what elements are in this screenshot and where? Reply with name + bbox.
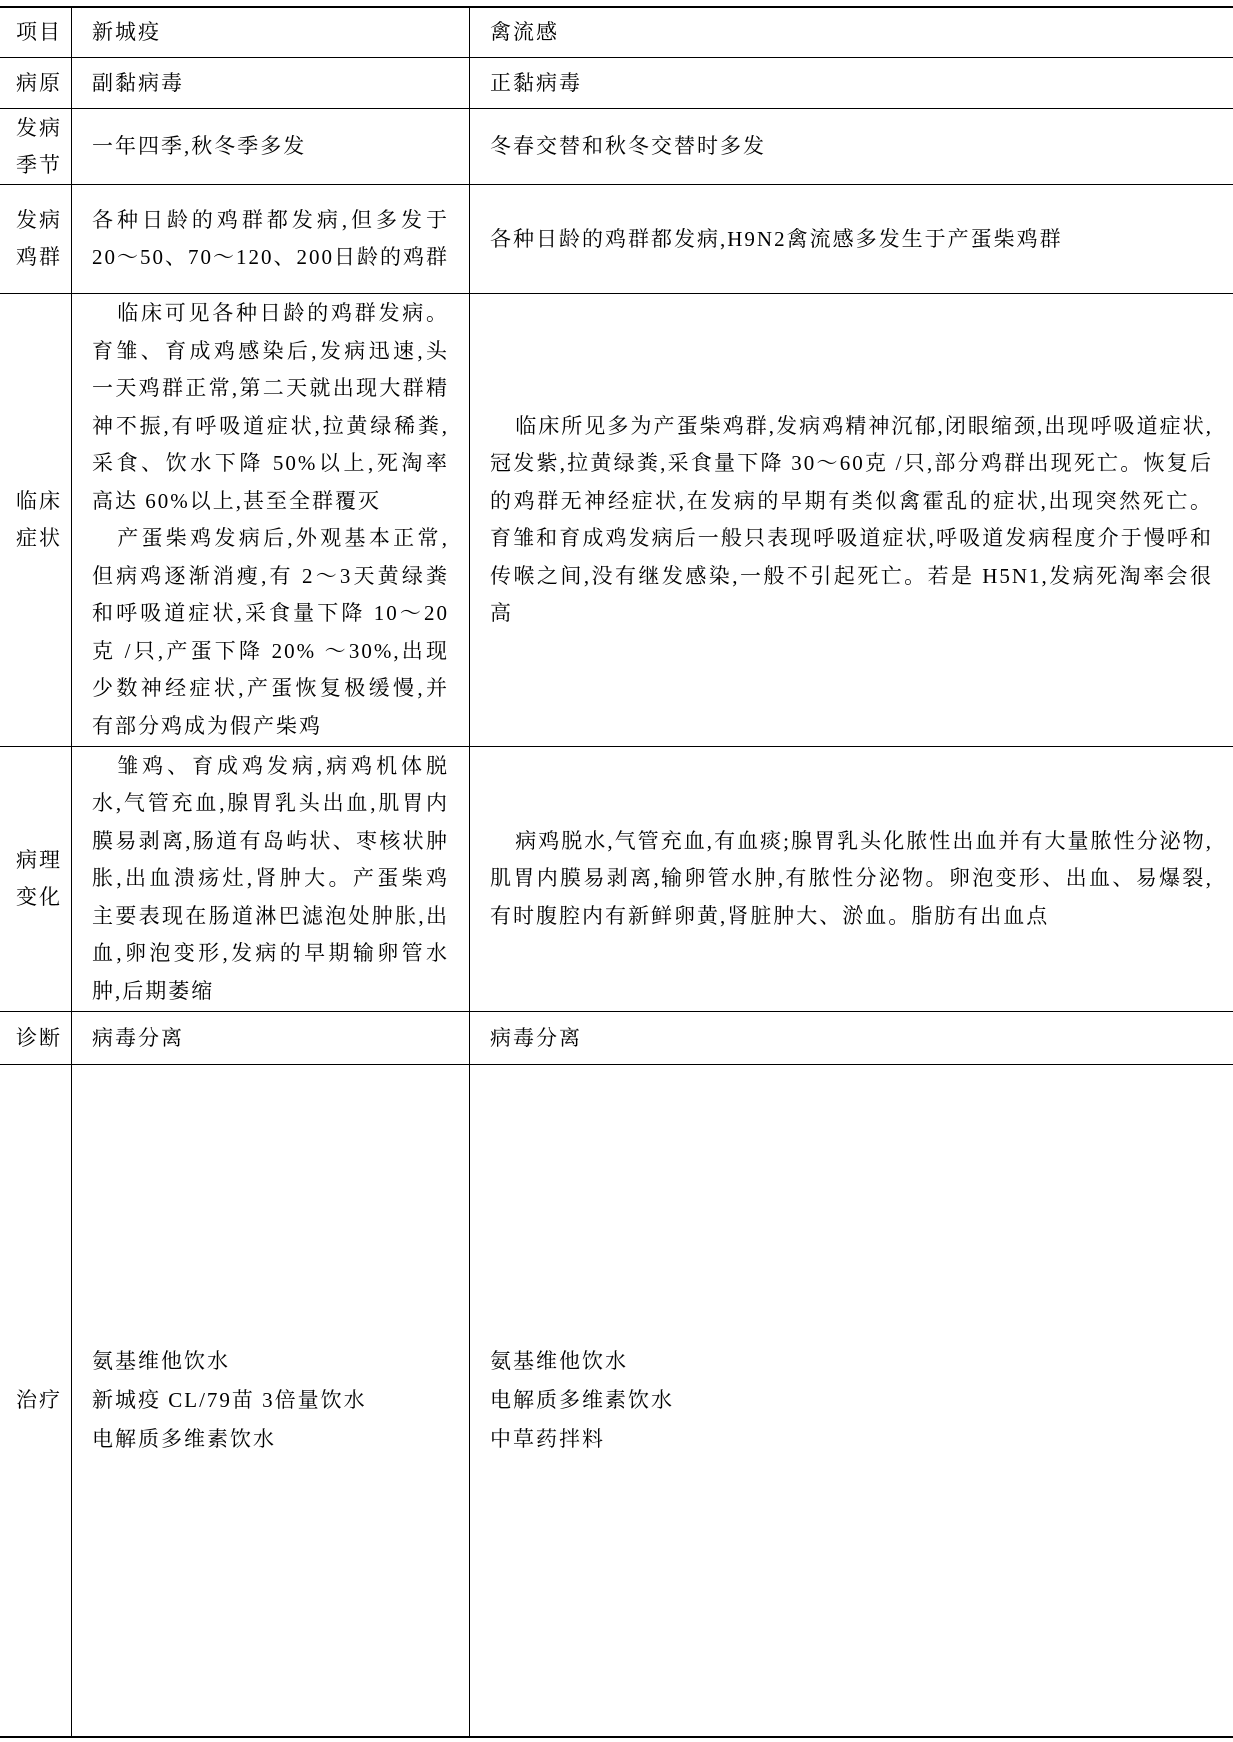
pathology-label-cell [0,747,72,1012]
treatment-row-label: 治疗 [16,1388,62,1412]
pathogen-avianflu-cell [470,58,1233,109]
header-item-cell [0,8,72,58]
diagnosis-avianflu-value: 病毒分离 [490,1025,582,1050]
season-label-cell [0,109,72,185]
treatment-avianflu-item-3: 中草药拌料 [490,1427,605,1451]
diagnosis-newcastle-value: 病毒分离 [92,1025,184,1050]
clinical-label-cell [0,294,72,747]
clinical-newcastle-paragraph-2: 产蛋柴鸡发病后,外观基本正常,但病鸡逐渐消瘦,有 2～3天黄绿粪和呼吸道症状,采食量下降 10～20克 /只,产蛋下降 20% ～30%,出现少数神经症状,产蛋恢复极缓慢,并有部分鸡成为假产柴鸡 [92,526,449,738]
diagnosis-avianflu-cell [470,1012,1233,1065]
pathogen-newcastle-value: 副黏病毒 [92,70,184,95]
flocks-newcastle-cell [72,185,470,294]
header-avianflu-cell [470,8,1233,58]
treatment-avianflu-item-2: 电解质多维素饮水 [490,1388,674,1412]
clinical-newcastle-paragraph-1: 临床可见各种日龄的鸡群发病。育雏、育成鸡感染后,发病迅速,头一天鸡群正常,第二天就出现大群精神不振,有呼吸道症状,拉黄绿稀粪,采食、饮水下降 50%以上,死淘率高达 60%以上,甚至全群覆灭 [92,301,449,513]
pathogen-row-label: 病原 [16,70,62,95]
disease-comparison-table [0,6,1233,1738]
clinical-avianflu-paragraph: 临床所见多为产蛋柴鸡群,发病鸡精神沉郁,闭眼缩颈,出现呼吸道症状,冠发紫,拉黄绿粪,采食量下降 30～60克 /只,部分鸡群出现死亡。恢复后的鸡群无神经症状,在发病的早期有类似禽霍乱的症状,出现突然死亡。育雏和育成鸡发病后一般只表现呼吸道症状,呼吸道发病程度介于慢呼和传喉之间,没有继发感染,一般不引起死亡。若是 H5N1,发病死淘率会很高 [490,413,1213,625]
treatment-newcastle-item-1: 氨基维他饮水 [92,1349,230,1373]
pathology-newcastle-paragraph: 雏鸡、育成鸡发病,病鸡机体脱水,气管充血,腺胃乳头出血,肌胃内膜易剥离,肠道有岛屿状、枣核状肿胀,出血溃疡灶,肾肿大。产蛋柴鸡主要表现在肠道淋巴滤泡处肿胀,出血,卵泡变形,发病的早期输卵管水肿,后期萎缩 [92,753,449,1003]
pathology-avianflu-cell [470,747,1233,1012]
season-avianflu-value: 冬春交替和秋冬交替时多发 [490,134,766,158]
header-newcastle-label: 新城疫 [92,20,161,44]
flocks-avianflu-text: 各种日龄的鸡群都发病,H9N2禽流感多发生于产蛋柴鸡群 [490,226,1063,251]
treatment-newcastle-cell [72,1065,470,1736]
treatment-avianflu-cell [470,1065,1233,1736]
season-newcastle-value: 一年四季,秋冬季多发 [92,134,307,158]
pathogen-newcastle-cell [72,58,470,109]
diagnosis-row-label: 诊断 [16,1025,62,1050]
flocks-avianflu-cell [470,185,1233,294]
flocks-row-label: 发病鸡群 [16,208,62,269]
treatment-label-cell [0,1065,72,1736]
pathogen-label-cell [0,58,72,109]
pathogen-avianflu-value: 正黏病毒 [490,70,582,95]
season-row-label: 发病季节 [16,115,62,177]
treatment-newcastle-item-2: 新城疫 CL/79苗 3倍量饮水 [92,1388,367,1412]
diagnosis-label-cell [0,1012,72,1065]
season-newcastle-cell [72,109,470,185]
clinical-newcastle-cell [72,294,470,747]
header-newcastle-cell [72,8,470,58]
treatment-avianflu-item-1: 氨基维他饮水 [490,1349,628,1373]
pathology-row-label: 病理变化 [16,848,62,909]
diagnosis-newcastle-cell [72,1012,470,1065]
flocks-newcastle-text: 各种日龄的鸡群都发病,但多发于 20～50、70～120、200日龄的鸡群 [92,207,449,269]
season-avianflu-cell [470,109,1233,185]
clinical-avianflu-cell [470,294,1233,747]
header-item-label: 项目 [16,20,62,44]
treatment-newcastle-item-3: 电解质多维素饮水 [92,1427,276,1451]
header-avianflu-label: 禽流感 [490,20,559,44]
pathology-newcastle-cell [72,747,470,1012]
flocks-label-cell [0,185,72,294]
pathology-avianflu-paragraph: 病鸡脱水,气管充血,有血痰;腺胃乳头化脓性出血并有大量脓性分泌物,肌胃内膜易剥离,输卵管水肿,有脓性分泌物。卵泡变形、出血、易爆裂,有时腹腔内有新鲜卵黄,肾脏肿大、淤血。脂肪有出血点 [490,828,1213,928]
clinical-row-label: 临床症状 [16,489,62,550]
